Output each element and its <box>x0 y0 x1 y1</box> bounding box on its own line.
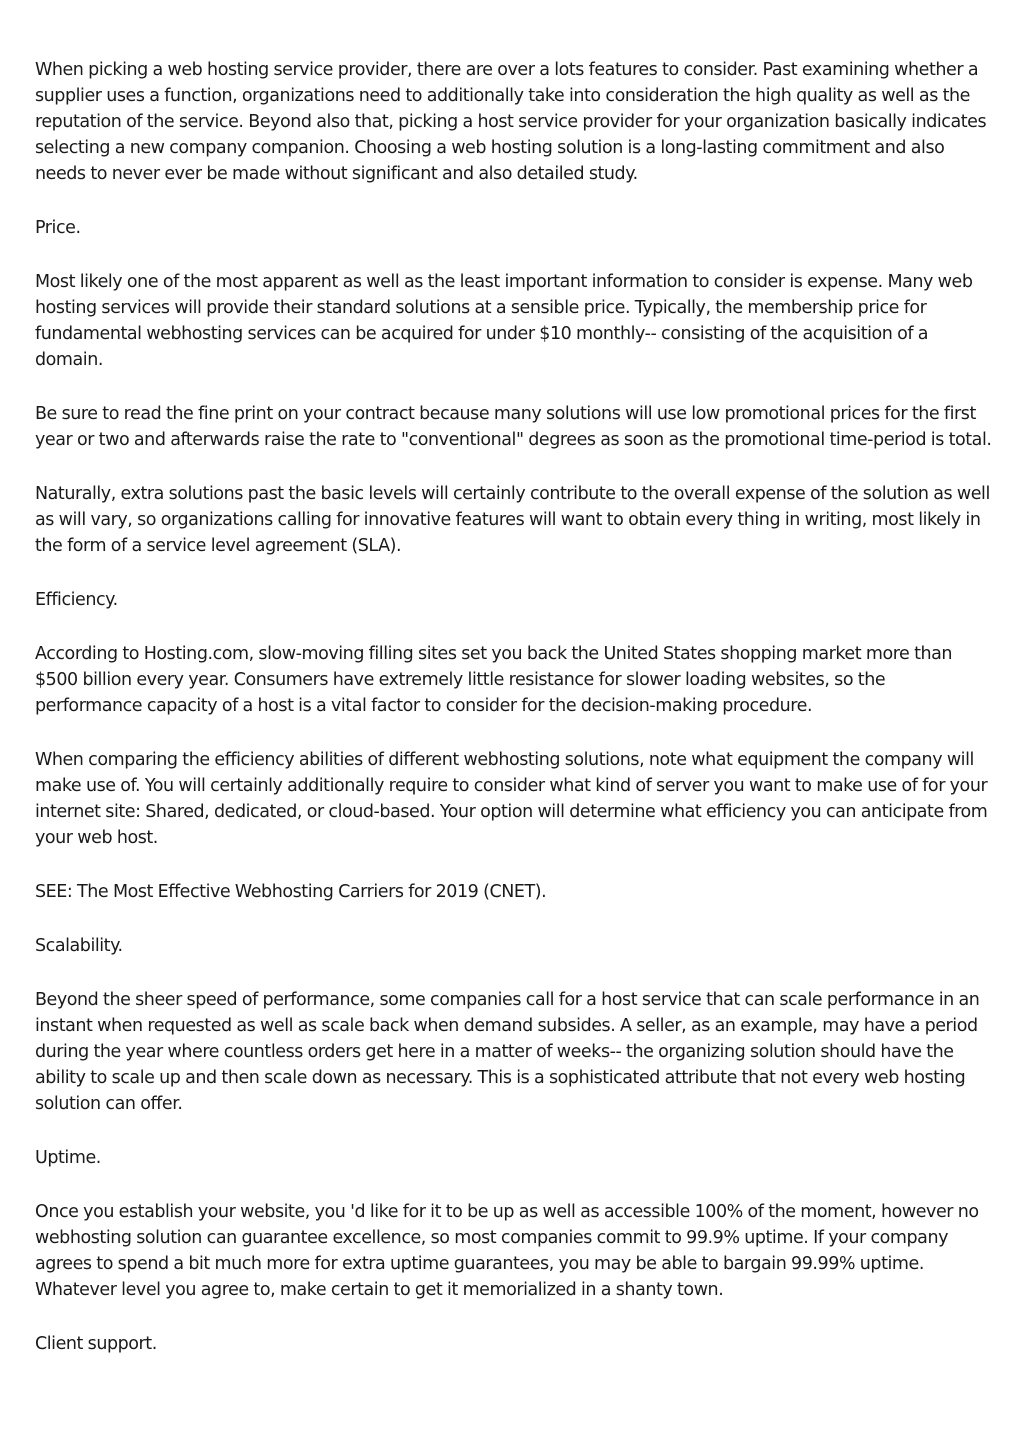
heading-client-support: Client support. <box>35 1334 157 1354</box>
paragraph-price-expense: Most likely one of the most apparent as well as the least important information to consider is expense. Many web hosting services will provide their standard solutions at a sensible price. Typically, the membership price for fundamental webhosting services can be acquired for under $10 monthly-- consisting of the acquisition of a domain. <box>35 272 973 370</box>
paragraph-fine-print: Be sure to read the fine print on your contract because many solutions will use low promotional prices for the first year or two and afterwards raise the rate to "conventional" degrees as soon as the promotional time-period is total. <box>35 404 992 450</box>
heading-efficiency: Efficiency. <box>35 590 118 610</box>
heading-price: Price. <box>35 218 81 238</box>
paragraph-hosting-com: According to Hosting.com, slow-moving filling sites set you back the United States shopping market more than $500 billion every year. Consumers have extremely little resistance for slower loading websites, so the performance capacity of a host is a vital factor to consider for the decision-making procedure. <box>35 644 953 716</box>
paragraph-see-cnet: SEE: The Most Effective Webhosting Carriers for 2019 (CNET). <box>35 882 547 902</box>
paragraph-extra-solutions: Naturally, extra solutions past the basic levels will certainly contribute to the overall expense of the solution as well as will vary, so organizations calling for innovative features will want to obtain every thing in writing, most likely in the form of a service level agreement (SLA). <box>35 484 990 556</box>
heading-uptime: Uptime. <box>35 1148 101 1168</box>
paragraph-intro: When picking a web hosting service provider, there are over a lots features to consider. Past examining whether a supplier uses a function, organizations need to additionally take into consideration the high quality as well as the reputation of the service. Beyond also that, picking a host service provider for your organization basically indicates selecting a new company companion. Choosing a web hosting solution is a long-lasting commitment and also needs to never ever be made without significant and also detailed study. <box>35 60 987 184</box>
paragraph-uptime: Once you establish your website, you 'd like for it to be up as well as accessible 100% of the moment, however no webhosting solution can guarantee excellence, so most companies commit to 99.9% uptime. If your company agrees to spend a bit much more for extra uptime guarantees, you may be able to bargain 99.99% uptime. Whatever level you agree to, make certain to get it memorialized in a shanty town. <box>35 1202 979 1300</box>
paragraph-comparing-efficiency: When comparing the efficiency abilities of different webhosting solutions, note what equipment the company will make use of. You will certainly additionally require to consider what kind of server you want to make use of for your internet site: Shared, dedicated, or cloud-based. Your option will determine what efficiency you can anticipate from your web host. <box>35 750 988 848</box>
document-body <box>35 57 993 1385</box>
heading-scalability: Scalability. <box>35 936 123 956</box>
paragraph-scalability: Beyond the sheer speed of performance, some companies call for a host service that can scale performance in an instant when requested as well as scale back when demand subsides. A seller, as an example, may have a period during the year where countless orders get here in a matter of weeks-- the organizing solution should have the ability to scale up and then scale down as necessary. This is a sophisticated attribute that not every web hosting solution can offer. <box>35 990 980 1114</box>
